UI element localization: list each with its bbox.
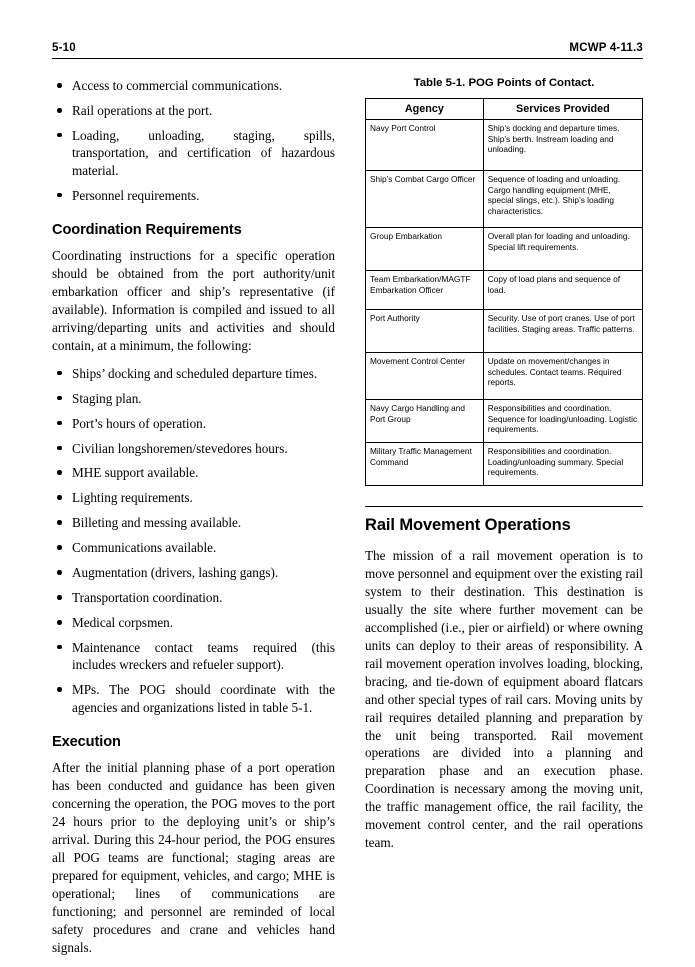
cell-agency: Port Authority xyxy=(366,310,484,353)
page-header xyxy=(52,42,643,58)
table-row xyxy=(366,228,643,271)
cell-agency: Team Embarkation/MAGTF Embarkation Officer xyxy=(366,271,484,310)
cell-agency: Movement Control Center xyxy=(366,353,484,400)
list-item: Access to commercial communications. xyxy=(52,77,335,94)
list-item: MPs. The POG should coordinate with the agencies and organizations listed in table 5-1. xyxy=(52,681,335,716)
cell-services: Update on movement/changes in schedules. Contact teams. Required reports. xyxy=(483,353,642,400)
list-item: MHE support available. xyxy=(52,464,335,481)
cell-agency: Navy Cargo Handling and Port Group xyxy=(366,400,484,443)
table-caption: Table 5-1. POG Points of Contact. xyxy=(413,77,595,89)
list-item: Staging plan. xyxy=(52,390,335,407)
pog-points-of-contact-table xyxy=(365,98,643,486)
table-row xyxy=(366,443,643,486)
section-divider xyxy=(365,506,643,507)
page-number: 5-10 xyxy=(52,42,76,54)
left-column xyxy=(52,77,335,967)
coordination-paragraph: Coordinating instructions for a specific operation should be obtained from the port authority/unit embarkation officer and ship’s representative (if available). Information is compiled and issued to all arriving/departing units and activities and should contain, at a minimum, the following: xyxy=(52,248,335,353)
cell-services: Security. Use of port cranes. Use of port facilities. Staging areas. Traffic patterns. xyxy=(483,310,642,353)
table-row xyxy=(366,171,643,228)
cell-services: Sequence of loading and unloading. Cargo handling equipment (MHE, special slings, etc.). Ship’s loading characteristics. xyxy=(483,171,642,228)
rail-movement-operations-heading: Rail Movement Operations xyxy=(365,516,571,534)
header-divider xyxy=(52,58,643,59)
table-row xyxy=(366,271,643,310)
table-header-row xyxy=(366,99,643,120)
table-row xyxy=(366,120,643,171)
list-item: Communications available. xyxy=(52,539,335,556)
cell-services: Responsibilities and coordination. Loading/unloading summary. Special requirements. xyxy=(483,443,642,486)
list-item: Civilian longshoremen/stevedores hours. xyxy=(52,440,335,457)
cell-services: Responsibilities and coordination. Sequence for loading/unloading. Logistic requirements. xyxy=(483,400,642,443)
coordination-bullet-list xyxy=(52,365,335,716)
column-header-agency: Agency xyxy=(366,99,484,120)
execution-paragraph: After the initial planning phase of a port operation has been conducted and guidance has been given concerning the operation, the POG moves to the port 24 hours prior to the deploying unit’s or ship’s arrival. During this 24-hour period, the POG ensures all POG teams are functional; staging areas are prepared for equipment, vehicles, and cargo; MHE is operational; lines of communications are functioning; and personnel are reminded of local safety procedures and crane and vehicles hand signals. xyxy=(52,760,335,955)
rail-movement-paragraph: The mission of a rail movement operation is to move personnel and equipment over the existing rail system to their destination. This destination is usually the site where further movement can be accomplished (i.e., pier or airfield) or where owning units can deploy to their areas of responsibility. A rail movement operation involves loading, blocking, bracing, and tie-down of equipment aboard flatcars and other special types of rail cars. Moving units by rail requires detailed planning and preparation by the unit being transported. Rail movement operations are divided into a planning and preparation phase and an execution phase. Coordination is necessary among the moving unit, the traffic management office, the rail facility, the movement control center, and the rail operations team. xyxy=(365,548,643,851)
list-item: Port’s hours of operation. xyxy=(52,415,335,432)
cell-agency: Navy Port Control xyxy=(366,120,484,171)
cell-agency: Ship’s Combat Cargo Officer xyxy=(366,171,484,228)
cell-services: Overall plan for loading and unloading. Special lift requirements. xyxy=(483,228,642,271)
cell-services: Ship’s docking and departure times. Ship’s berth. Instream loading and unloading. xyxy=(483,120,642,171)
coordination-requirements-heading: Coordination Requirements xyxy=(52,222,242,239)
right-column xyxy=(365,77,643,967)
document-id: MCWP 4-11.3 xyxy=(569,42,643,54)
table-row xyxy=(366,400,643,443)
cell-services: Copy of load plans and sequence of load. xyxy=(483,271,642,310)
top-bullet-list xyxy=(52,77,335,204)
list-item: Transportation coordination. xyxy=(52,589,335,606)
list-item: Augmentation (drivers, lashing gangs). xyxy=(52,564,335,581)
table-row xyxy=(366,310,643,353)
table-row xyxy=(366,353,643,400)
list-item: Personnel requirements. xyxy=(52,187,335,204)
cell-agency: Group Embarkation xyxy=(366,228,484,271)
list-item: Lighting requirements. xyxy=(52,489,335,506)
content-columns xyxy=(52,77,643,967)
list-item: Medical corpsmen. xyxy=(52,614,335,631)
column-header-services: Services Provided xyxy=(483,99,642,120)
list-item: Rail operations at the port. xyxy=(52,102,335,119)
list-item: Ships’ docking and scheduled departure times. xyxy=(52,365,335,382)
list-item: Billeting and messing available. xyxy=(52,514,335,531)
cell-agency: Military Traffic Management Command xyxy=(366,443,484,486)
execution-heading: Execution xyxy=(52,734,121,751)
list-item: Loading, unloading, staging, spills, transportation, and certification of hazardous material. xyxy=(52,127,335,179)
list-item: Maintenance contact teams required (this includes wreckers and refueler support). xyxy=(52,639,335,674)
